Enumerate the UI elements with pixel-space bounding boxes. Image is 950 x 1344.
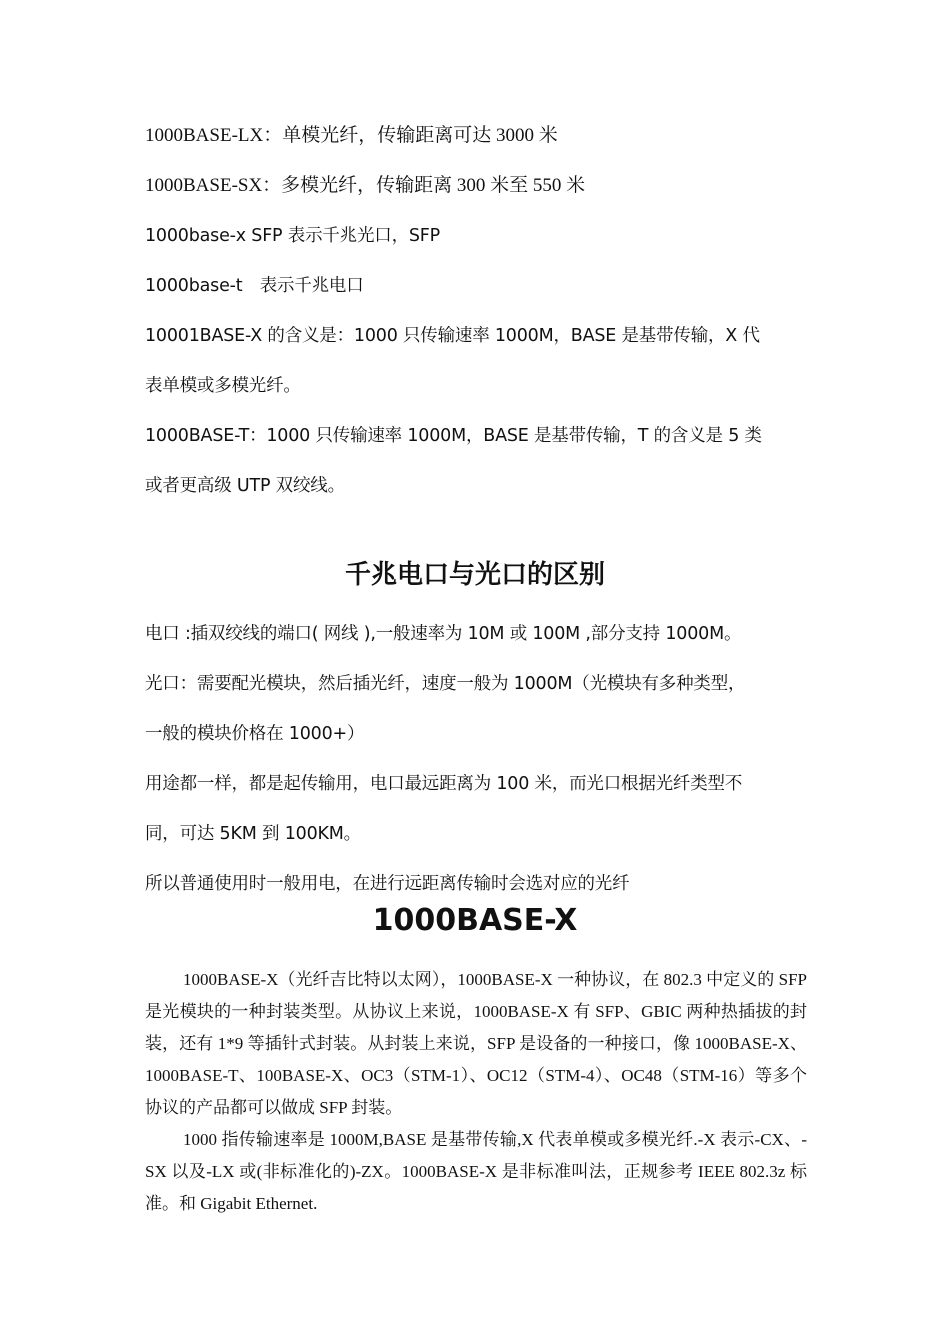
paragraph-text: 1000BASE-X（光纤吉比特以太网），1000BASE-X 一种协议，在 802.3 中定义的 SFP 是光模块的一种封装类型。从协议上来说，1000BASE-X 有 SFP、GBIC 两种热插拔的封装，还有 1*9 等插针式封装。从封装上来说，SFP 是设备的一种接口，像 1000BASE-X、1000BASE-T、100BASE-X、OC3（STM-1）、OC12（STM-4）、OC48（STM-16）等多个协议的产品都可以做成 SFP 封装。 (145, 970, 807, 1117)
text-line: 光口：需要配光模块，然后插光纤，速度一般为 1000M（光模块有多种类型， (145, 674, 746, 694)
text-line: 或者更高级 UTP 双绞线。 (145, 476, 345, 496)
text-line: 所以普通使用时一般用电，在进行远距离传输时会选对应的光纤 (145, 874, 630, 894)
text-line: 1000BASE-LX：单模光纤，传输距离可达 3000 米 (145, 125, 558, 146)
section-heading: 1000BASE-X (372, 903, 578, 938)
text-line: 表单模或多模光纤。 (145, 376, 301, 396)
text-line: 用途都一样，都是起传输用，电口最远距离为 100 米，而光口根据光纤类型不 (145, 774, 743, 794)
text-line: 1000BASE-SX：多模光纤，传输距离 300 米至 550 米 (145, 175, 586, 196)
body-paragraph (145, 964, 807, 1124)
text-line: 1000base-t 表示千兆电口 (145, 276, 364, 296)
paragraph-text: 1000 指传输速率是 1000M,BASE 是基带传输,X 代表单模或多模光纤.-X 表示-CX、-SX 以及-LX 或(非标准化的)-ZX。1000BASE-X 是非标准叫法，正规参考 IEEE 802.3z 标准。和 Gigabit Ethernet. (145, 1130, 807, 1213)
body-paragraph (145, 1124, 807, 1220)
text-line: 同，可达 5KM 到 100KM。 (145, 824, 361, 844)
text-line: 1000base-x SFP 表示千兆光口，SFP (145, 226, 441, 246)
section-heading: 千兆电口与光口的区别 (344, 560, 605, 590)
text-line: 一般的模块价格在 1000+） (145, 724, 365, 744)
text-line: 10001BASE-X 的含义是：1000 只传输速率 1000M，BASE 是基带传输，X 代 (145, 326, 760, 346)
text-line: 电口 :插双绞线的端口( 网线 ),一般速率为 10M 或 100M ,部分支持 1000M。 (145, 624, 742, 644)
text-line: 1000BASE-T：1000 只传输速率 1000M，BASE 是基带传输，T 的含义是 5 类 (145, 426, 762, 446)
